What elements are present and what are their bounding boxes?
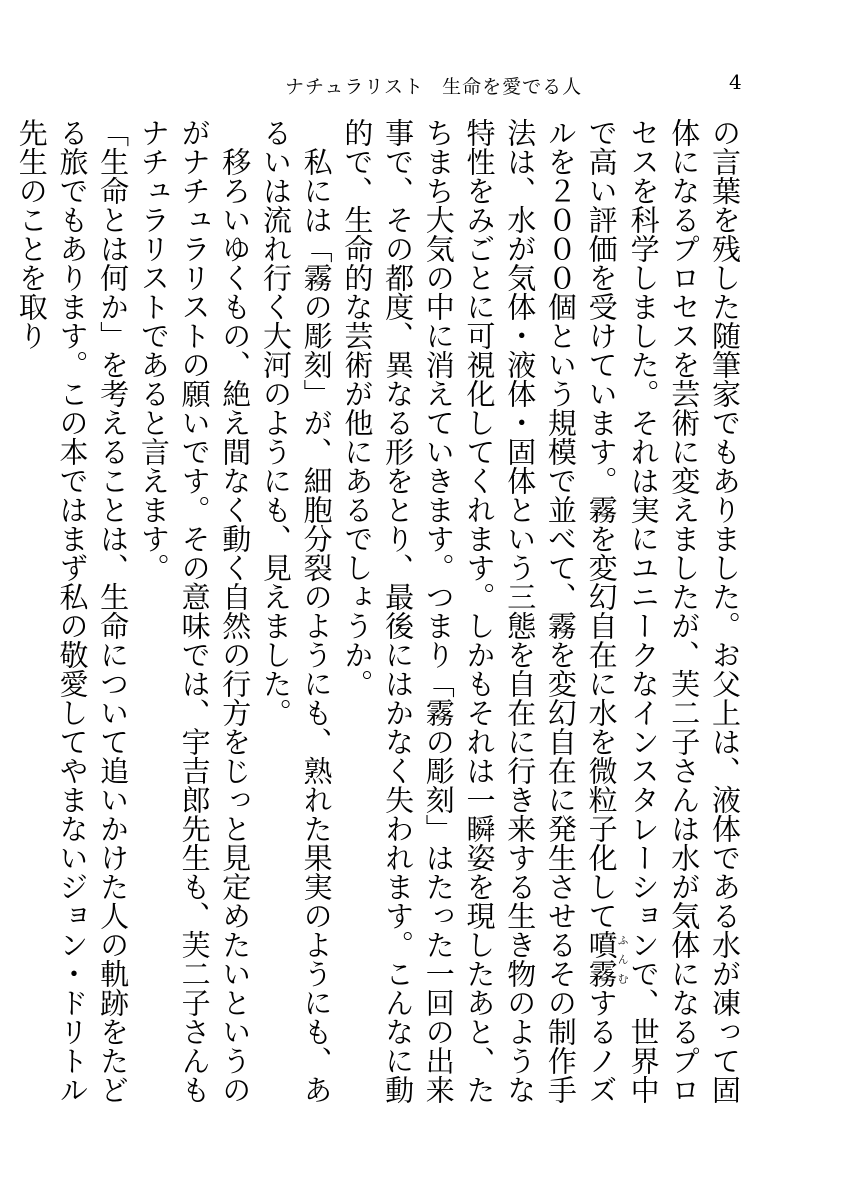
paragraph-3: 移ろいゆくもの、絶え間なく動く自然の行方をじっと見定めたいというのがナチュラリストの願いです。その意味では、宇吉郎先生も、芙二子さんもナチュラリストであると言えます。	[136, 118, 253, 1104]
vertical-body-text	[14, 118, 745, 1128]
page-number: 4	[729, 70, 742, 94]
paragraph-4: 「生命とは何か」を考えることは、生命について追いかけた人の軌跡をたどる旅でもあります。この本ではまず私の敬愛してやまないジョン・ドリトル先生のことを取り	[14, 118, 131, 1104]
paragraph-1-part-a: の言葉を残した随筆家でもありました。お父上は、液体である水が凍って固体になるプロセスを芸術に変えましたが、芙二子さんは水が気体になるプロセスを科学しました。それは実にユニークなインスタレーションで、世界中で高い評価を受けています。霧を変幻自在に水を微粒子化して	[584, 118, 742, 1104]
running-head	[285, 72, 582, 99]
paragraph-1-part-b: するノズルを２０００個という規模で並べて、霧を変幻自在に発生させるその制作手法は、水が気体・液体・固体という三態を自在に行き来する生き物のような特性をみごとに可視化してくれます。しかもそれは一瞬姿を現したあと、たちまち大気の中に消えていきます。つまり「霧の彫刻」はたった一回の出来事で、その都度、異なる形をとり、最後にはかなく失われます。こんなに動的で、生命的な芸術が他にあるでしょうか。	[340, 118, 619, 1104]
ruby-funmu	[584, 930, 630, 988]
chapter-title: 生命を愛でる人	[442, 76, 583, 98]
ruby-reading: ふんむ	[616, 930, 630, 988]
paragraph-continuation	[337, 118, 745, 1128]
ruby-base: 噴霧	[584, 930, 619, 988]
paragraph-2: 私には「霧の彫刻」が、細胞分裂のようにも、熟れた果実のようにも、あるいは流れ行く大河のようにも、見えました。	[258, 118, 334, 1104]
series-title: ナチュラリスト	[285, 76, 425, 98]
